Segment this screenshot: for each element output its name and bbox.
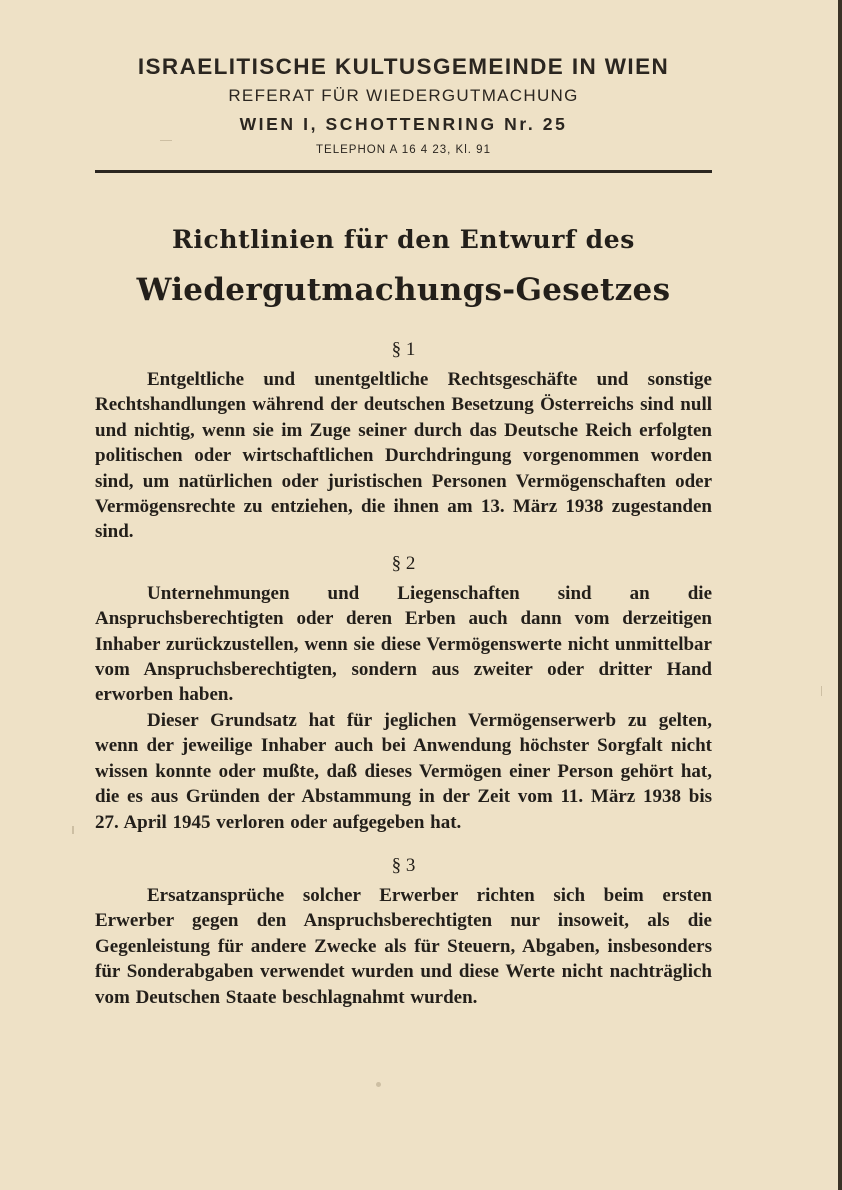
section-2-paragraph-1: Unternehmungen und Liegenschaften sind an die Anspruchsberechtigten oder deren Erben auch dann vom derzeitigen Inhaber zurückzustellen, wenn sie diese Vermögenswerte nicht unmittelbar vom Anspruchsberechtigten, sondern aus zweiter oder dritter Hand erworben haben. xyxy=(95,582,712,706)
title-line-1: Richtlinien für den Entwurf des xyxy=(172,225,635,254)
section-heading-2: § 2 xyxy=(391,552,416,574)
page-edge-shadow xyxy=(838,0,842,1190)
section-3-paragraph-1: Ersatzansprüche solcher Erwerber richten sich beim ersten Erwerber gegen den Anspruchsberechtigten nur insoweit, als die Gegenleistung für andere Zwecke als für Steuern, Abgaben, insbesonders für Sonderabgaben verwendet wurden und diese Werte nicht nachträglich vom Deutschen Staate beschlagnahmt wurden. xyxy=(95,884,712,1008)
document-title xyxy=(95,220,712,320)
section-2-paragraph-2: Dieser Grundsatz hat für jeglichen Vermögenserwerb zu gelten, wenn der jeweilige Inhaber auch bei Anwendung höchster Sorgfalt nicht wissen konnte oder mußte, daß dieses Vermögen einer Person gehört hat, die es aus Gründen der Abstammung in der Zeit vom 11. März 1938 bis 27. April 1945 verloren oder aufgegeben hat. xyxy=(95,709,712,833)
paper-speck xyxy=(821,686,822,696)
telephone: TELEPHON A 16 4 23, Kl. 91 xyxy=(316,144,491,156)
section-heading-1: § 1 xyxy=(391,339,416,360)
department-name: REFERAT FÜR WIEDERGUTMACHUNG xyxy=(228,86,579,105)
paper-speck xyxy=(72,826,74,834)
section-1-paragraph-1: Entgeltliche und unentgeltliche Rechtsgeschäfte und sonstige Rechtshandlungen während der deutschen Besetzung Österreichs sind null und nichtig, wenn sie im Zuge seiner durch das Deutsche Reich erfolgten politischen oder wirtschaftlichen Durchdringung vorgenommen worden sind, um natürlichen oder juristischen Personen Vermögenschaften oder Vermögensrechte zu entziehen, die ihnen am 13. März 1938 zugestanden sind. xyxy=(95,369,712,543)
address: WIEN I, SCHOTTENRING Nr. 25 xyxy=(239,114,568,134)
section-heading-3: § 3 xyxy=(391,854,416,876)
paper-speck xyxy=(160,140,172,141)
letterhead xyxy=(95,52,712,161)
organization-name: ISRAELITISCHE KULTUSGEMEINDE IN WIEN xyxy=(137,54,670,79)
document-body xyxy=(95,335,712,1010)
title-line-2: Wiedergutmachungs-Gesetzes xyxy=(136,272,671,308)
paper-speck xyxy=(376,1082,381,1087)
letterhead-divider xyxy=(95,170,712,173)
